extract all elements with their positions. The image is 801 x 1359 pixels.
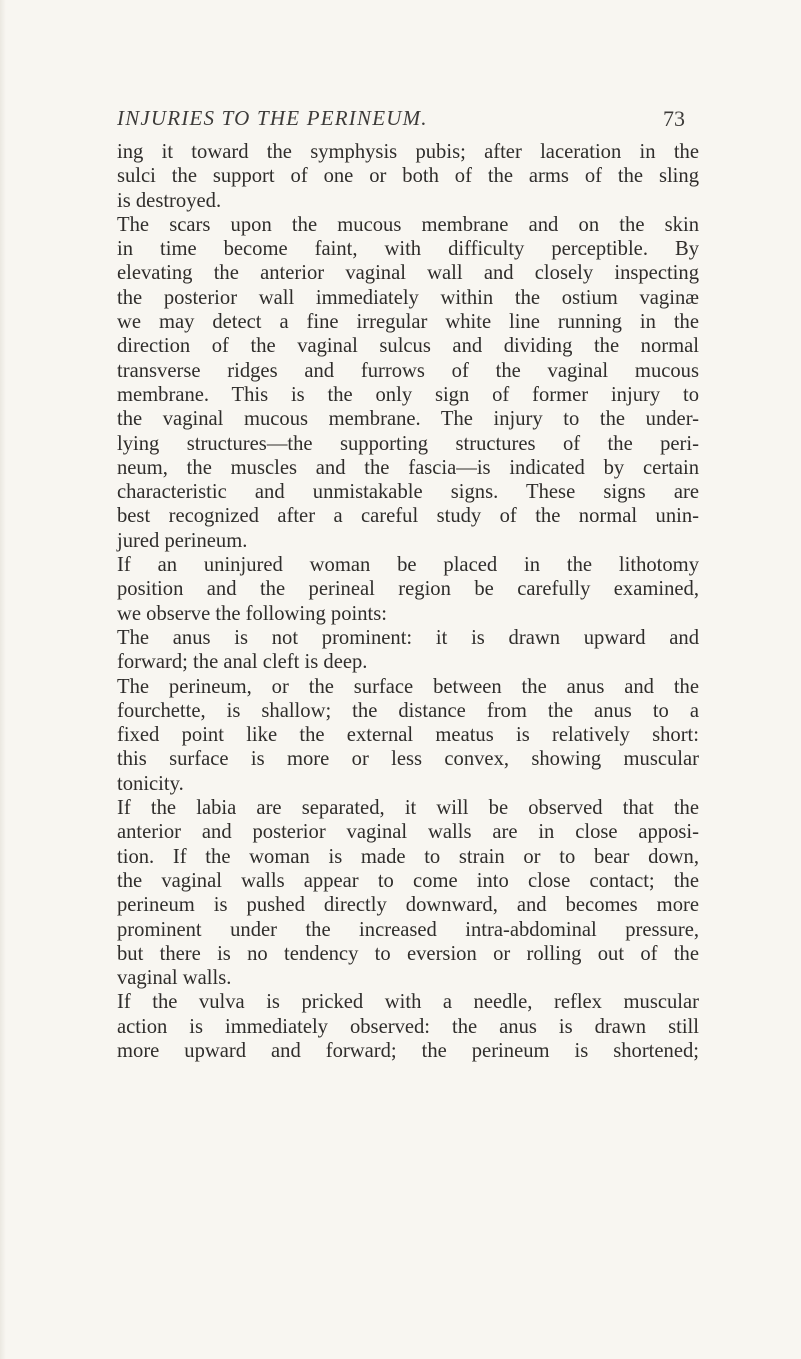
text-line: in time become faint, with difficulty perceptible. By <box>117 238 699 261</box>
text-line: membrane. This is the only sign of former injury to <box>117 383 699 406</box>
text-line: If an uninjured woman be placed in the lithotomy <box>117 554 699 577</box>
text-line: elevating the anterior vaginal wall and closely inspecting <box>117 262 699 285</box>
text-line: the posterior wall immediately within the ostium vaginæ <box>117 286 699 309</box>
text-line: position and the perineal region be carefully examined, <box>117 578 699 601</box>
text-line: but there is no tendency to eversion or rolling out of the <box>117 942 699 965</box>
text-line: the vaginal walls appear to come into close contact; the <box>117 869 699 892</box>
text-line: The perineum, or the surface between the anus and the <box>117 675 699 698</box>
text-line: The anus is not prominent: it is drawn upward and <box>117 626 699 649</box>
text-line: anterior and posterior vaginal walls are in close apposi- <box>117 821 699 844</box>
text-line: the vaginal mucous membrane. The injury to the under- <box>117 408 699 431</box>
text-line: direction of the vaginal sulcus and dividing the normal <box>117 335 699 358</box>
text-line: If the labia are separated, it will be observed that the <box>117 797 699 820</box>
text-line: tion. If the woman is made to strain or to bear down, <box>117 845 699 868</box>
text-line: vaginal walls. <box>117 967 232 990</box>
text-line: transverse ridges and furrows of the vaginal mucous <box>117 359 699 382</box>
text-line: jured perineum. <box>117 529 248 552</box>
text-line: is destroyed. <box>117 189 222 212</box>
text-line: lying structures—the supporting structures of the peri- <box>117 432 699 455</box>
text-line: we may detect a fine irregular white line running in the <box>117 311 699 334</box>
text-line: best recognized after a careful study of the normal unin- <box>117 505 699 528</box>
text-line: we observe the following points: <box>117 602 387 625</box>
body-text <box>117 140 699 1063</box>
page-edge-shadow <box>0 0 6 1359</box>
text-line: more upward and forward; the perineum is shortened; <box>117 1039 699 1062</box>
text-line: prominent under the increased intra-abdominal pressure, <box>117 918 699 941</box>
text-line: characteristic and unmistakable signs. These signs are <box>117 481 699 504</box>
text-line: fourchette, is shallow; the distance from the anus to a <box>117 699 699 722</box>
text-line: If the vulva is pricked with a needle, reflex muscular <box>117 991 699 1014</box>
text-line: fixed point like the external meatus is relatively short: <box>117 724 699 747</box>
text-line: sulci the support of one or both of the arms of the sling <box>117 165 699 188</box>
page-number: 73 <box>663 106 685 131</box>
text-line: The scars upon the mucous membrane and on the skin <box>117 213 699 236</box>
text-line: ing it toward the symphysis pubis; after laceration in the <box>117 141 699 163</box>
text-line: action is immediately observed: the anus is drawn still <box>117 1015 699 1038</box>
running-title: INJURIES TO THE PERINEUM. <box>117 106 428 130</box>
text-line: forward; the anal cleft is deep. <box>117 651 368 674</box>
text-line: neum, the muscles and the fascia—is indicated by certain <box>117 456 699 479</box>
text-line: perineum is pushed directly downward, and becomes more <box>117 894 699 917</box>
text-line: tonicity. <box>117 772 184 795</box>
text-line: this surface is more or less convex, showing muscular <box>117 748 699 771</box>
